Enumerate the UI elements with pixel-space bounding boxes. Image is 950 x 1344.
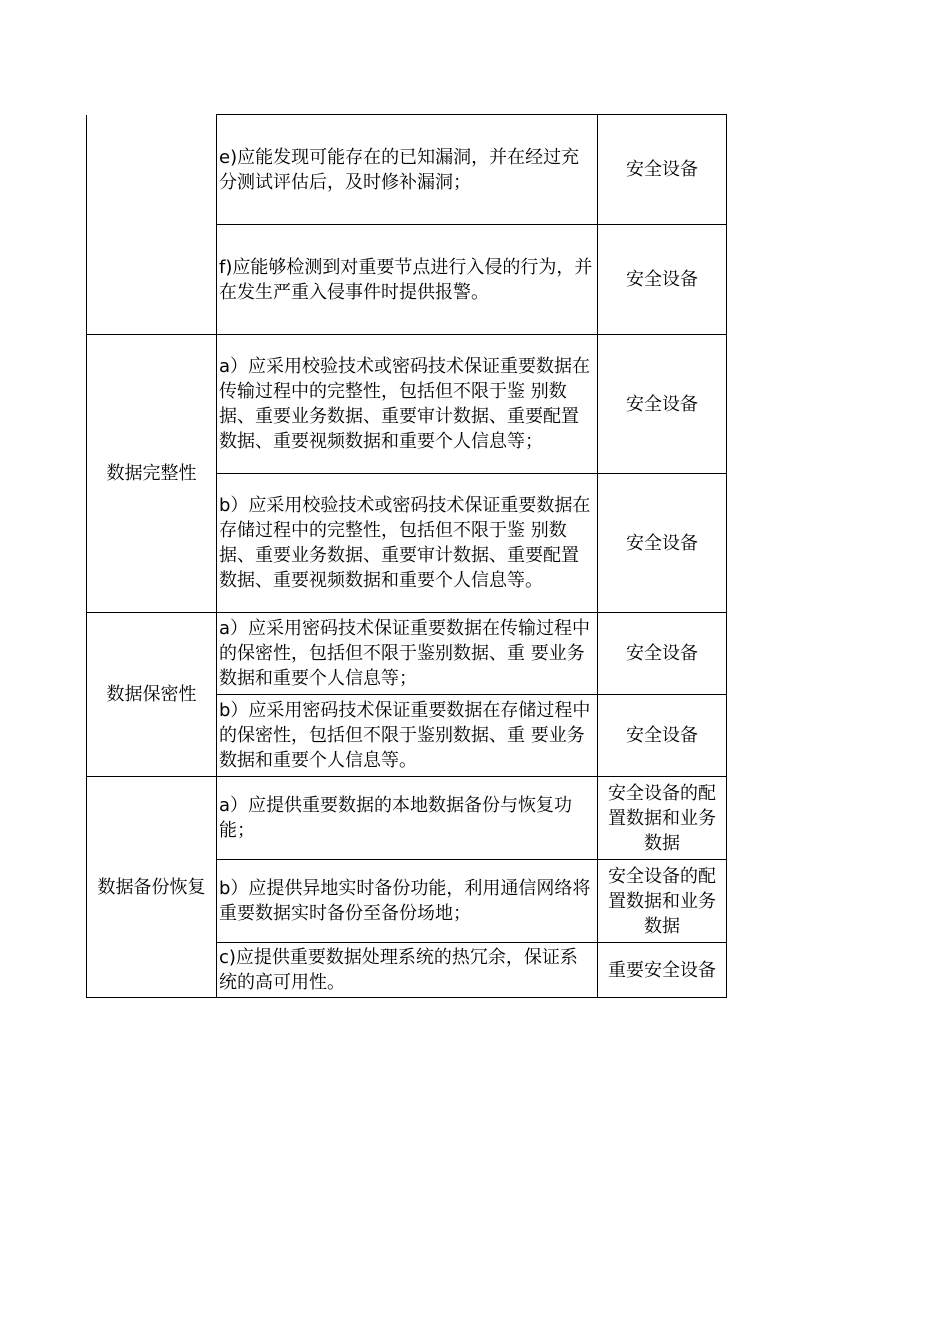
object-cell: 安全设备	[598, 474, 727, 613]
category-cell: 数据完整性	[87, 335, 217, 613]
category-cell: 数据备份恢复	[87, 777, 217, 998]
table-row	[87, 115, 727, 225]
requirement-cell: f)应能够检测到对重要节点进行入侵的行为，并在发生严重入侵事件时提供报警。	[217, 225, 598, 335]
category-cell: 数据保密性	[87, 613, 217, 777]
object-cell: 安全设备的配置数据和业务数据	[598, 777, 727, 860]
requirement-cell: e)应能发现可能存在的已知漏洞，并在经过充分测试评估后，及时修补漏洞；	[217, 115, 598, 225]
requirement-cell: b）应采用校验技术或密码技术保证重要数据在存储过程中的完整性，包括但不限于鉴 别数据、重要业务数据、重要审计数据、重要配置数据、重要视频数据和重要个人信息等。	[217, 474, 598, 613]
requirement-cell: b）应采用密码技术保证重要数据在存储过程中的保密性，包括但不限于鉴别数据、重 要业务数据和重要个人信息等。	[217, 695, 598, 777]
object-cell: 安全设备	[598, 225, 727, 335]
table-row	[87, 613, 727, 695]
object-cell: 安全设备	[598, 115, 727, 225]
object-cell: 安全设备	[598, 695, 727, 777]
category-cell	[87, 115, 217, 335]
object-cell: 安全设备	[598, 335, 727, 474]
requirement-cell: a）应采用校验技术或密码技术保证重要数据在传输过程中的完整性，包括但不限于鉴 别数据、重要业务数据、重要审计数据、重要配置数据、重要视频数据和重要个人信息等；	[217, 335, 598, 474]
requirement-cell: a）应提供重要数据的本地数据备份与恢复功能；	[217, 777, 598, 860]
table-row	[87, 777, 727, 860]
object-cell: 安全设备	[598, 613, 727, 695]
requirement-cell: b）应提供异地实时备份功能，利用通信网络将重要数据实时备份至备份场地；	[217, 860, 598, 943]
requirements-table	[86, 114, 727, 998]
object-cell: 安全设备的配置数据和业务数据	[598, 860, 727, 943]
requirement-cell: a）应采用密码技术保证重要数据在传输过程中的保密性，包括但不限于鉴别数据、重 要业务数据和重要个人信息等；	[217, 613, 598, 695]
table-row	[87, 335, 727, 474]
object-cell: 重要安全设备	[598, 943, 727, 998]
requirement-cell: c)应提供重要数据处理系统的热冗余，保证系统的高可用性。	[217, 943, 598, 998]
